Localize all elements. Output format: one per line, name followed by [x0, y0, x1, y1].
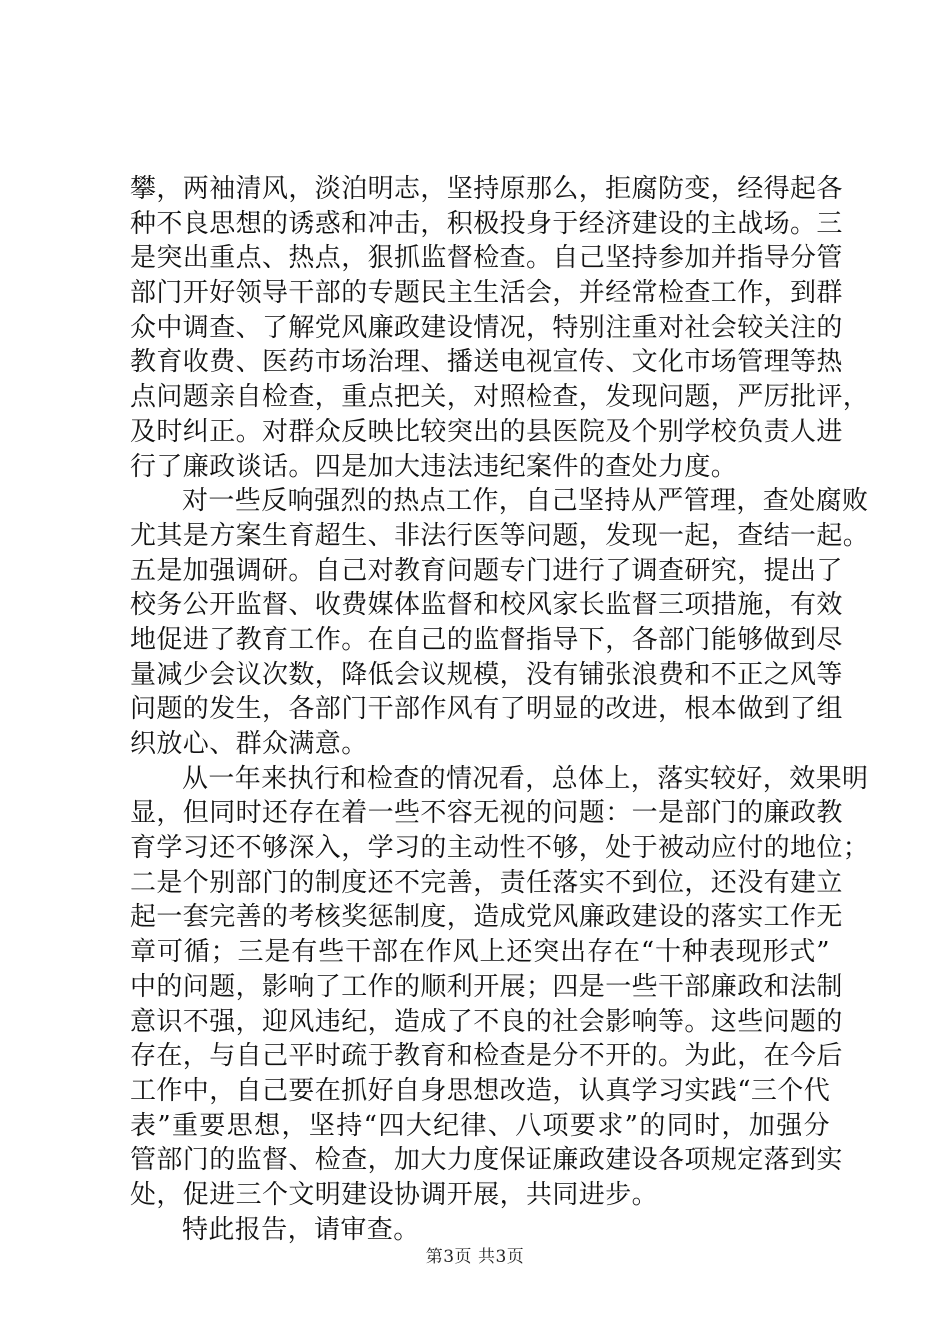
text-line: 工作中，自己要在抓好自身思想改造，认真学习实践“三个代 [130, 1075, 831, 1106]
paragraph-start-line: 从一年来执行和检查的情况看，总体上，落实较好，效果明 [182, 763, 869, 794]
text-line: 表”重要思想，坚持“四大纪律、八项要求”的同时，加强分 [130, 1110, 830, 1141]
text-line: 育学习还不够深入，学习的主动性不够，处于被动应付的地位； [130, 833, 870, 864]
text-line: 五是加强调研。自己对教育问题专门进行了调查研究，提出了 [130, 555, 843, 586]
text-line: 章可循；三是有些干部在作风上还突出存在“十种表现形式” [130, 937, 830, 968]
text-line: 地促进了教育工作。在自己的监督指导下，各部门能够做到尽 [130, 624, 843, 655]
text-line: 量减少会议次数，降低会议规模，没有铺张浪费和不正之风等 [130, 659, 843, 690]
text-line: 织放心、群众满意。 [130, 729, 368, 759]
text-line: 管部门的监督、检查，加大力度保证廉政建设各项规定落到实 [130, 1145, 843, 1176]
text-line: 中的问题，影响了工作的顺利开展；四是一些干部廉政和法制 [130, 971, 843, 1002]
text-line: 二是个别部门的制度还不完善，责任落实不到位，还没有建立 [130, 867, 843, 898]
text-line: 部门开好领导干部的专题民主生活会，并经常检查工作，到群 [130, 278, 843, 309]
document-body [130, 172, 870, 1247]
text-line: 是突出重点、热点，狠抓监督检查。自己坚持参加并指导分管 [130, 243, 843, 274]
text-line: 及时纠正。对群众反映比较突出的县医院及个别学校负责人进 [130, 416, 843, 447]
text-line: 校务公开监督、收费媒体监督和校风家长监督三项措施，有效 [130, 590, 843, 621]
text-line: 意识不强，迎风违纪，造成了不良的社会影响等。这些问题的 [130, 1006, 843, 1037]
paragraph-start-line: 对一些反响强烈的热点工作，自己坚持从严管理，查处腐败 [182, 486, 869, 517]
text-line: 攀，两袖清风，淡泊明志，坚持原那么，拒腐防变，经得起各 [130, 174, 843, 204]
text-line: 种不良思想的诱惑和冲击，积极投身于经济建设的主战场。三 [130, 208, 843, 239]
closing-line: 特此报告，请审查。 [182, 1214, 420, 1245]
text-line: 问题的发生，各部门干部作风有了明显的改进，根本做到了组 [130, 694, 843, 725]
page-footer: 第3页 共3页 [425, 1247, 525, 1267]
text-line: 尤其是方案生育超生、非法行医等问题，发现一起，查结一起。 [130, 520, 870, 551]
text-line: 显，但同时还存在着一些不容无视的问题：一是部门的廉政教 [130, 798, 843, 829]
text-line: 存在，与自己平时疏于教育和检查是分不开的。为此，在今后 [130, 1041, 843, 1072]
text-line: 教育收费、医药市场治理、播送电视宣传、文化市场管理等热 [130, 347, 843, 378]
text-line: 起一套完善的考核奖惩制度，造成党风廉政建设的落实工作无 [130, 902, 843, 933]
text-line: 点问题亲自检查，重点把关，对照检查，发现问题，严厉批评， [130, 382, 870, 413]
text-line: 众中调查、了解党风廉政建设情况，特别注重对社会较关注的 [130, 312, 843, 343]
text-line: 处，促进三个文明建设协调开展，共同进步。 [130, 1179, 659, 1210]
text-line: 行了廉政谈话。四是加大违法违纪案件的查处力度。 [130, 451, 738, 482]
